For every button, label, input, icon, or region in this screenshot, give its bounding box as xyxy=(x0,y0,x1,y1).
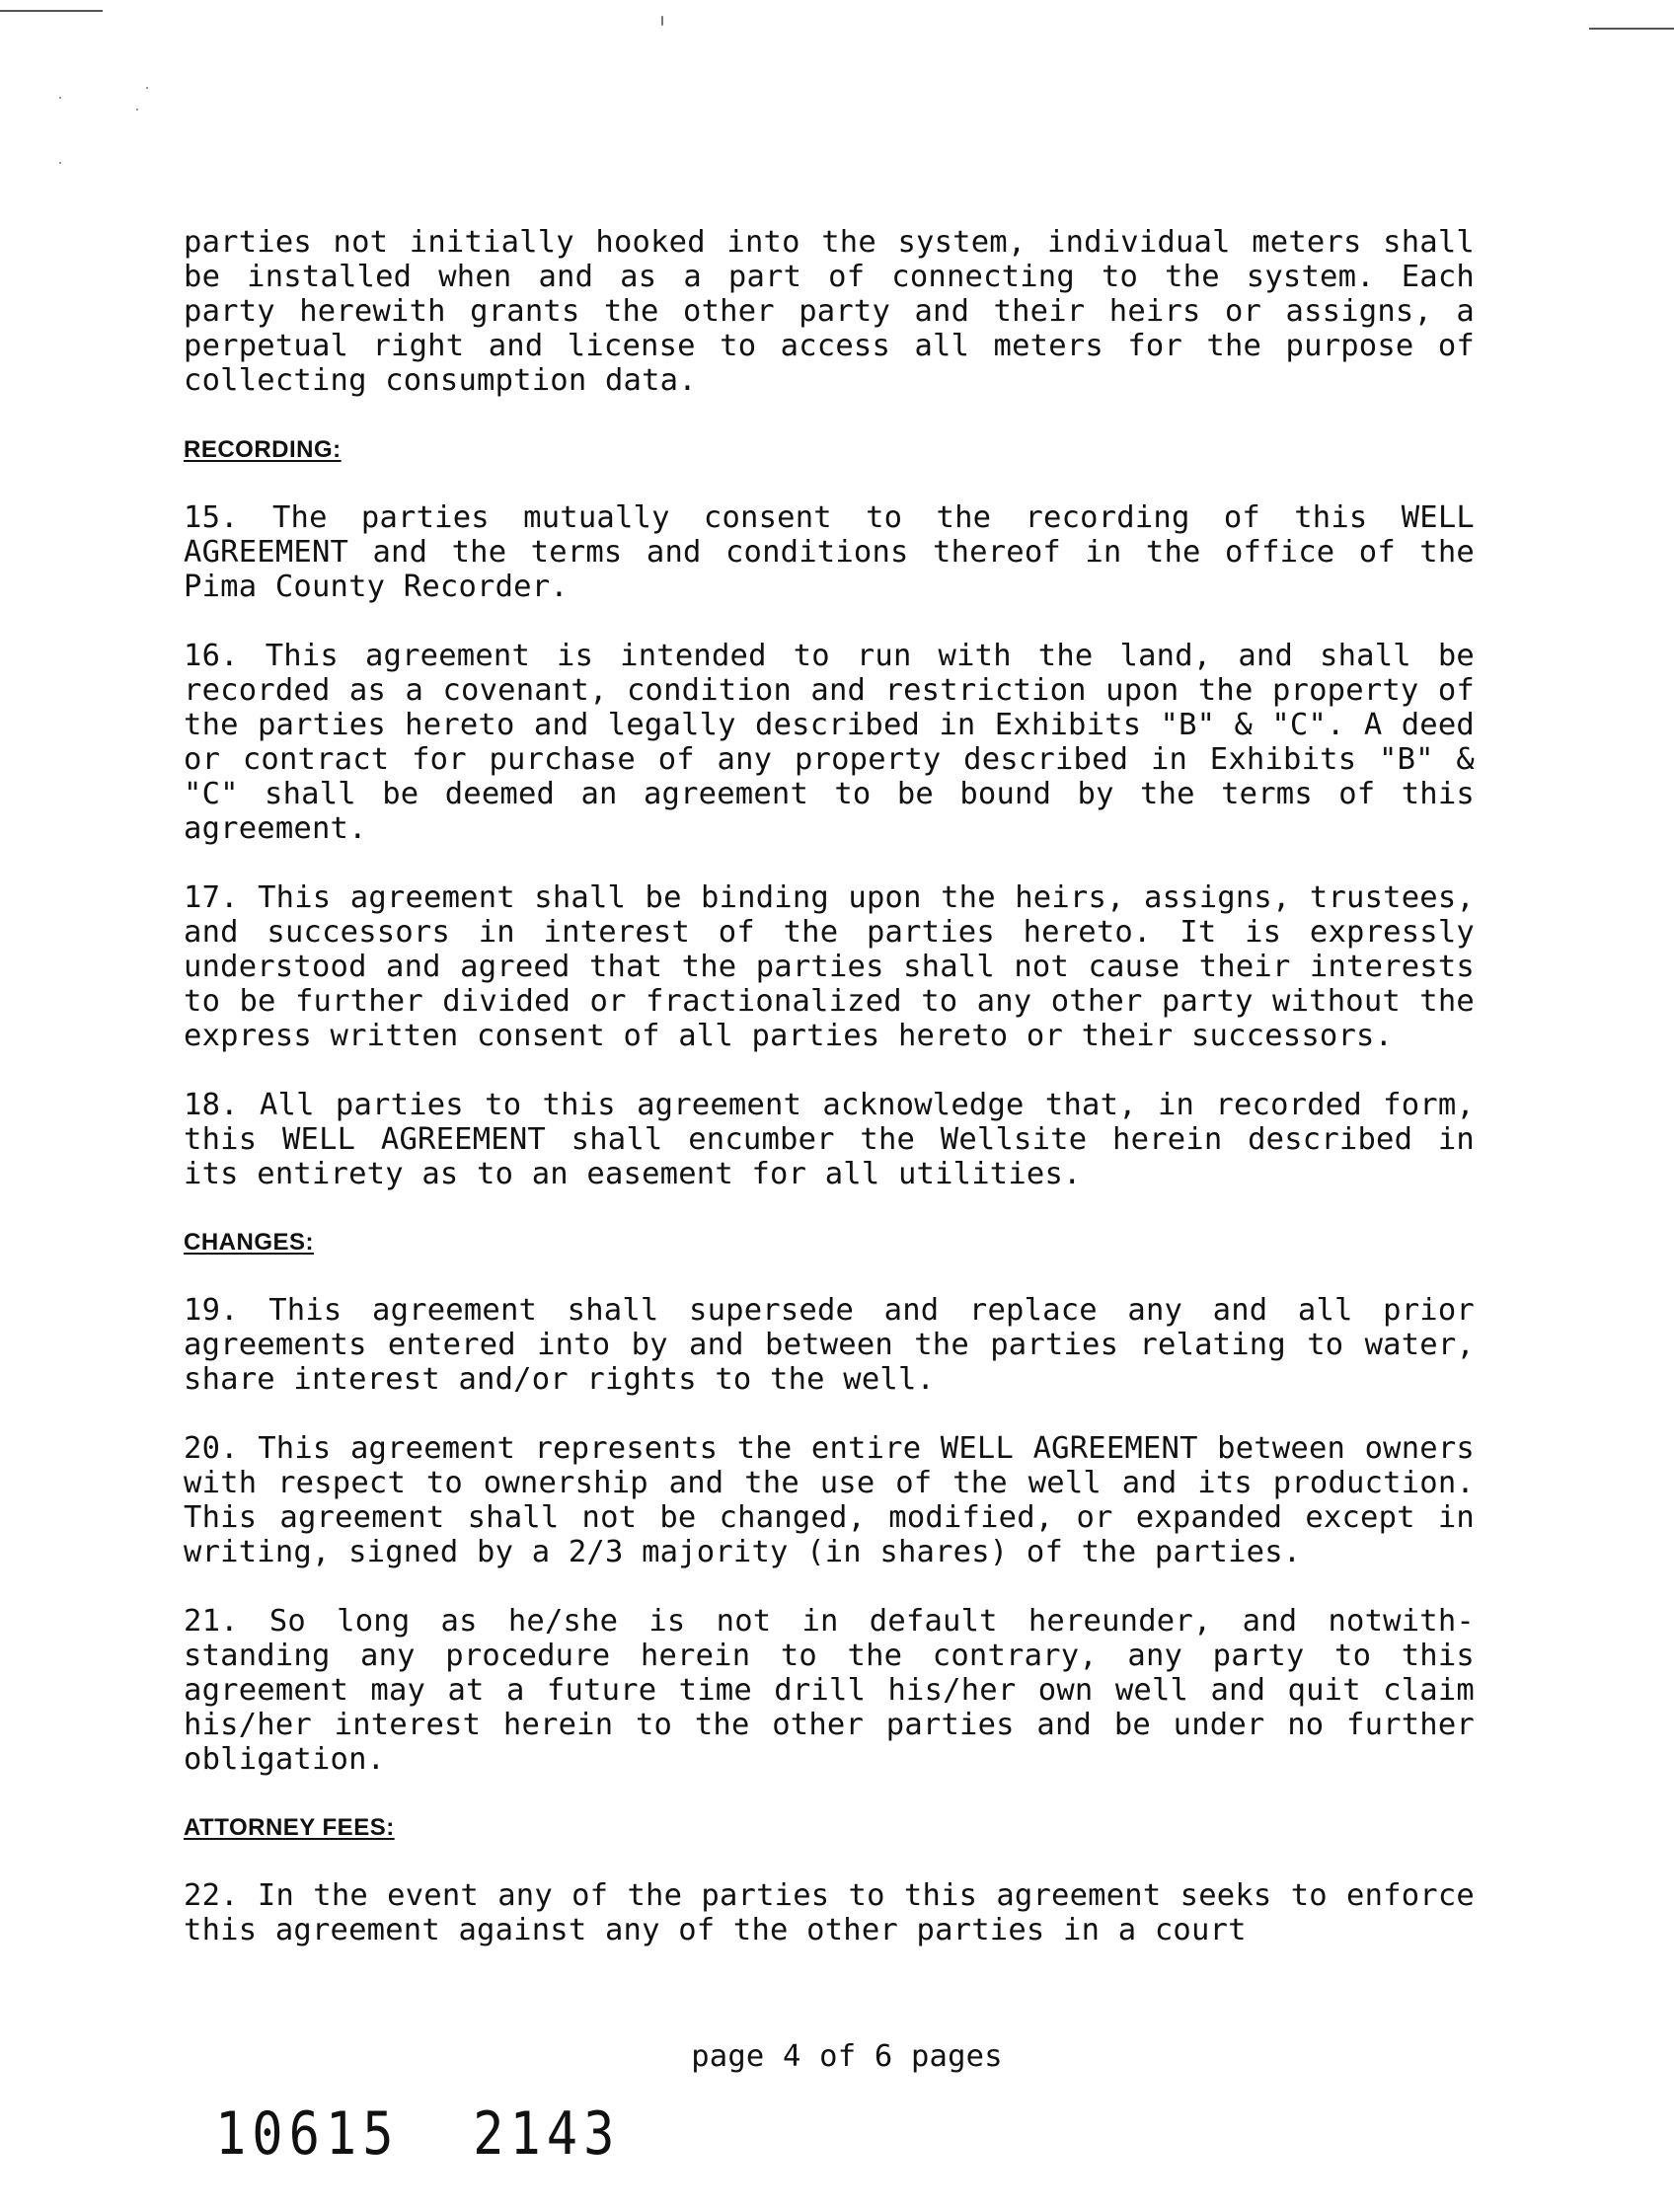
paragraph-19: 19. This agreement shall supersede and replace any and all prior agreements entered into by and between the parties relating to water, share interest and/or rights to the well. xyxy=(184,1293,1475,1397)
scan-speck xyxy=(661,16,663,26)
heading-recording: RECORDING: xyxy=(184,436,342,463)
scan-speck xyxy=(146,87,148,89)
paragraph-meters: parties not initially hooked into the system, individual meters shall be installed when and as a part of connecting to the system. Each party herewith grants the other party and their heirs or assigns, a perpetual right and license to access all meters for the purpose of collecting consumption data. xyxy=(184,225,1475,398)
heading-changes: CHANGES: xyxy=(184,1229,315,1256)
heading-attorney-fees: ATTORNEY FEES: xyxy=(184,1814,395,1841)
document-body xyxy=(184,225,1475,1947)
paragraph-16: 16. This agreement is intended to run with the land, and shall be recorded as a covenant, condition and restriction upon the property of the parties hereto and legally described in Exhibits "B" & "C". A deed or contract for purchase of any property described in Exhibits "B" & "C" shall be deemed an agreement to be bound by the terms of this agreement. xyxy=(184,639,1475,846)
recording-stamp: 10615 2143 xyxy=(215,2100,621,2169)
scan-speck xyxy=(136,109,138,111)
paragraph-15: 15. The parties mutually consent to the recording of this WELL AGREEMENT and the terms and conditions thereof in the office of the Pima County Recorder. xyxy=(184,500,1475,604)
scan-mark-top-left xyxy=(0,10,103,12)
scan-speck xyxy=(59,97,61,99)
paragraph-18: 18. All parties to this agreement acknowledge that, in recorded form, this WELL AGREEMENT shall encumber the Wellsite herein described in its entirety as to an easement for all utilities. xyxy=(184,1088,1475,1191)
paragraph-21: 21. So long as he/she is not in default hereunder, and notwith-standing any procedure herein to the contrary, any party to this agreement may at a future time drill his/her own well and quit claim his/her interest herein to the other parties and be under no further obligation. xyxy=(184,1604,1475,1777)
page-number: page 4 of 6 pages xyxy=(691,2039,1003,2074)
paragraph-17: 17. This agreement shall be binding upon the heirs, assigns, trustees, and successors in interest of the parties hereto. It is expressly understood and agreed that the parties shall not cause their interests to be further divided or fractionalized to any other party without the express written consent of all parties hereto or their successors. xyxy=(184,880,1475,1053)
scan-speck xyxy=(59,162,61,164)
scan-mark-top-right xyxy=(1589,28,1674,30)
paragraph-20: 20. This agreement represents the entire WELL AGREEMENT between owners with respect to ownership and the use of the well and its production. This agreement shall not be changed, modified, or expanded except in writing, signed by a 2/3 majority (in shares) of the parties. xyxy=(184,1431,1475,1569)
paragraph-22: 22. In the event any of the parties to this agreement seeks to enforce this agreement against any of the other parties in a court xyxy=(184,1878,1475,1947)
